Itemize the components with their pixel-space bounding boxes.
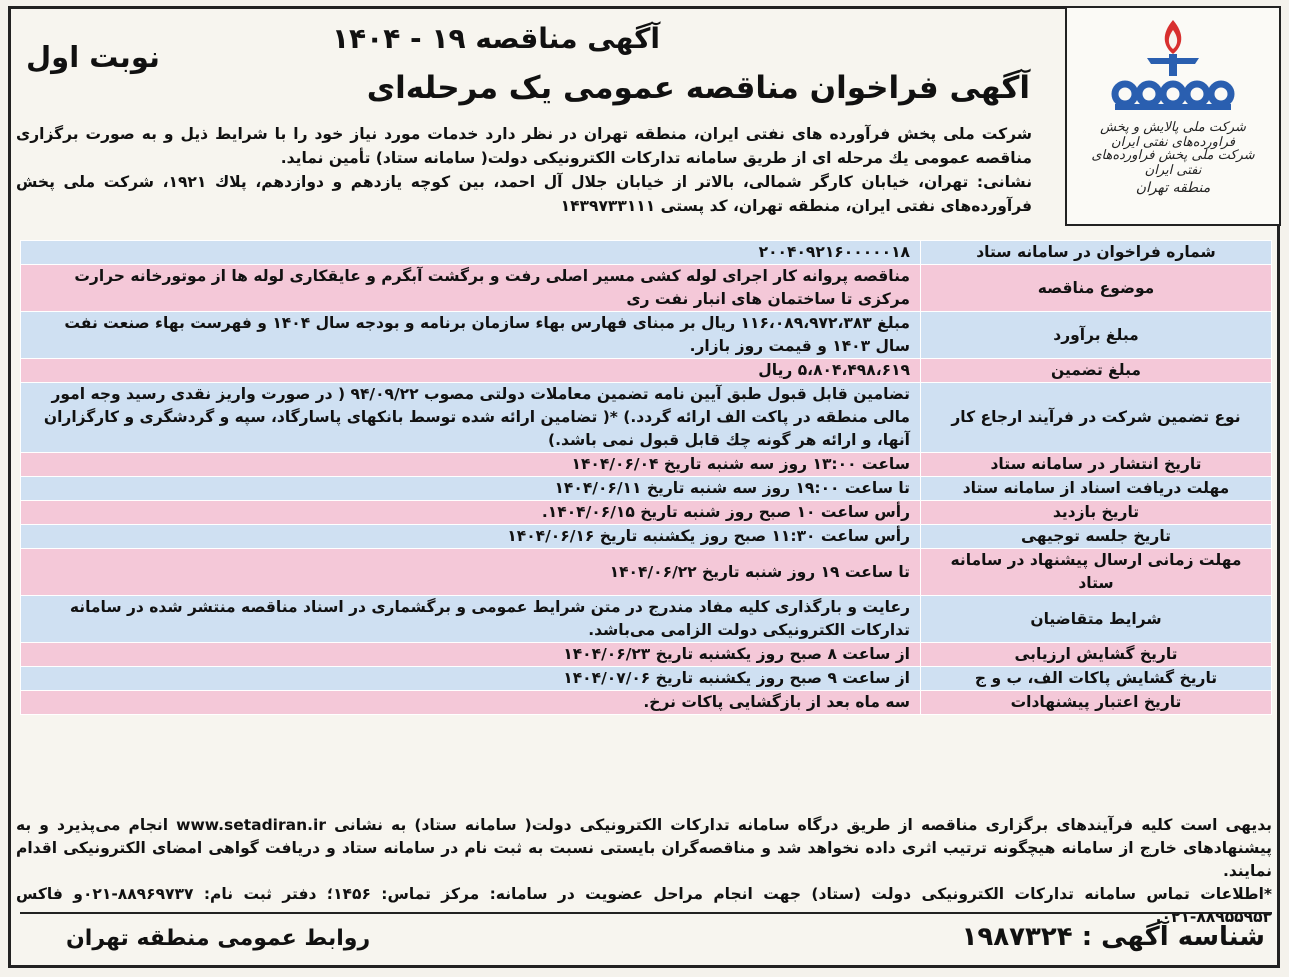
row-value: تا ساعت ۱۹:۰۰ روز سه شنبه تاریخ ۱۴۰۴/۰۶/۱۱ [21, 477, 921, 501]
logo-text-distribution: شرکت ملی پخش فراورده‌های نفتی ایران [1091, 148, 1255, 178]
row-value: تا ساعت ۱۹ روز شنبه تاریخ ۱۴۰۴/۰۶/۲۲ [21, 549, 921, 596]
table-row [21, 643, 1272, 667]
row-label: مبلغ برآورد [921, 312, 1272, 359]
row-value: سه ماه بعد از بازگشایی پاکات نرخ. [21, 691, 921, 715]
ad-identifier: شناسه آگهی : ۱۹۸۷۳۲۴ [961, 922, 1265, 952]
table-row [21, 525, 1272, 549]
row-label: شرایط متقاضیان [921, 596, 1272, 643]
row-label: مبلغ تضمین [921, 359, 1272, 383]
row-value: مناقصه پروانه کار اجرای لوله کشی مسیر اصلی رفت و برگشت آبگرم و عایقکاری لوله ها از موتورخانه حرارت مرکزی تا ساختمان های انبار نفت ری [21, 265, 921, 312]
row-label: مهلت دریافت اسناد از سامانه ستاد [921, 477, 1272, 501]
nioc-flame-logo-icon [1101, 14, 1245, 118]
row-value: از ساعت ۹ صبح روز یکشنبه تاریخ ۱۴۰۴/۰۷/۰۶ [21, 667, 921, 691]
row-label: تاریخ جلسه توجیهی [921, 525, 1272, 549]
row-value: ساعت ۱۳:۰۰ روز سه شنبه تاریخ ۱۴۰۴/۰۶/۰۴ [21, 453, 921, 477]
row-label: تاریخ بازدید [921, 501, 1272, 525]
row-label: تاریخ اعتبار پیشنهادات [921, 691, 1272, 715]
table-row [21, 453, 1272, 477]
row-value: ۵،۸۰۴،۴۹۸،۶۱۹ ریال [21, 359, 921, 383]
intro-address: نشانی: تهران، خیابان کارگر شمالی، بالاتر از خیابان جلال آل احمد، بین کوچه یازدهم و دوازدهم، پلاك ۱۹۲۱، شرکت ملی پخش فرآورده‌های نفتی ایران، منطقه تهران، کد پستی ۱۴۳۹۷۳۳۱۱۱ [16, 173, 1033, 215]
table-row [21, 667, 1272, 691]
intro-section [16, 122, 1032, 218]
table-row [21, 549, 1272, 596]
row-label: تاریخ گشایش پاکات الف، ب و ج [921, 667, 1272, 691]
row-label: نوع تضمین شرکت در فرآیند ارجاع کار [921, 383, 1272, 453]
intro-paragraph: شرکت ملی پخش فرآورده های نفتی ایران، منطقه تهران در نظر دارد خدمات مورد نیاز خود را با شرایط ذیل و به صورت برگزاری مناقصه عمومی يك مرحله ای از طریق سامانه تدارکات الکترونیکی دولت( سامانه ستاد) تأمین نماید. [16, 125, 1032, 167]
footer-paragraph-process: بدیهی است کلیه فرآیندهای برگزاری مناقصه از طریق درگاه سامانه تدارکات الکترونیکی دولت( سامانه ستاد) به نشانی www.setadiran.ir انجام می‌پذیرد و به پیشنهادهای خارج از سامانه هیچگونه ترتیب اثری داده نخواهد شد و مناقصه‌گران بایستی نسبت به ثبت نام در سامانه ستاد و دریافت گواهی امضای الکترونیکی اقدام نمایند. [16, 816, 1272, 880]
table-row [21, 383, 1272, 453]
row-value: تضامین قابل قبول طبق آیین نامه تضمین معاملات دولتی مصوب ۹۴/۰۹/۲۲ ( در صورت واریز نقدی رسید وجه امور مالی منطقه در پاکت الف ارائه گردد.) *( تضامین ارائه شده توسط بانکهای پاسارگاد، سپه و گردشگری و کارگزاران آنها، و ارائه هر گونه چك قابل قبول نمی باشد.) [21, 383, 921, 453]
logo-text-company: شرکت ملی پالایش و پخش فراورده‌های نفتی ایران [1100, 120, 1246, 150]
footer-paragraph-contact: *اطلاعات تماس سامانه تدارکات الکترونیکی دولت (ستاد) جهت انجام مراحل عضویت در سامانه: مرکز تماس: ۱۴۵۶؛ دفتر ثبت نام: ۸۸۹۶۹۷۳۷-۰۲۱و فاکس ۸۸۹۵۵۹۵۳-۰۲۱. [16, 885, 1272, 926]
row-value: ۲۰۰۴۰۹۲۱۶۰۰۰۰۰۱۸ [21, 241, 921, 265]
row-label: تاریخ گشایش ارزیابی [921, 643, 1272, 667]
footer-divider [20, 912, 1272, 914]
tender-number-title: آگهی مناقصه ۱۹ - ۱۴۰۴ [331, 22, 660, 55]
row-label: تاریخ انتشار در سامانه ستاد [921, 453, 1272, 477]
row-label: موضوع مناقصه [921, 265, 1272, 312]
table-row [21, 691, 1272, 715]
table-row [21, 359, 1272, 383]
row-value: مبلغ ۱۱۶،۰۸۹،۹۷۲،۳۸۳ ریال بر مبنای فهارس بهاء سازمان برنامه و بودجه سال ۱۴۰۴ و فهرست بهاء صنعت نفت سال ۱۴۰۳ و قیمت روز بازار. [21, 312, 921, 359]
row-value: رعایت و بارگذاری کلیه مفاد مندرج در متن شرایط عمومی و برگشماری در اسناد مناقصه منتشر شده در سامانه تدارکات الکترونیکی دولت الزامی می‌باشد. [21, 596, 921, 643]
row-label: مهلت زمانی ارسال پیشنهاد در سامانه ستاد [921, 549, 1272, 596]
table-row [21, 477, 1272, 501]
logo-text-region: منطقه تهران [1135, 180, 1211, 196]
table-row [21, 312, 1272, 359]
row-value: رأس ساعت ۱۱:۳۰ صبح روز یکشنبه تاریخ ۱۴۰۴/۰۶/۱۶ [21, 525, 921, 549]
table-row [21, 501, 1272, 525]
tender-info-table [20, 240, 1272, 715]
logo-box [1065, 6, 1281, 226]
table-row [21, 596, 1272, 643]
row-label: شماره فراخوان در سامانه ستاد [921, 241, 1272, 265]
public-relations-signature: روابط عمومی منطقه تهران [66, 926, 371, 951]
table-row [21, 241, 1272, 265]
tender-main-title: آگهی فراخوان مناقصه عمومی یک مرحله‌ای [366, 70, 1030, 106]
row-value: از ساعت ۸ صبح روز یکشنبه تاریخ ۱۴۰۴/۰۶/۲۳ [21, 643, 921, 667]
row-value: رأس ساعت ۱۰ صبح روز شنبه تاریخ ۱۴۰۴/۰۶/۱۵. [21, 501, 921, 525]
table-row [21, 265, 1272, 312]
publication-round: نوبت اول [26, 40, 160, 74]
